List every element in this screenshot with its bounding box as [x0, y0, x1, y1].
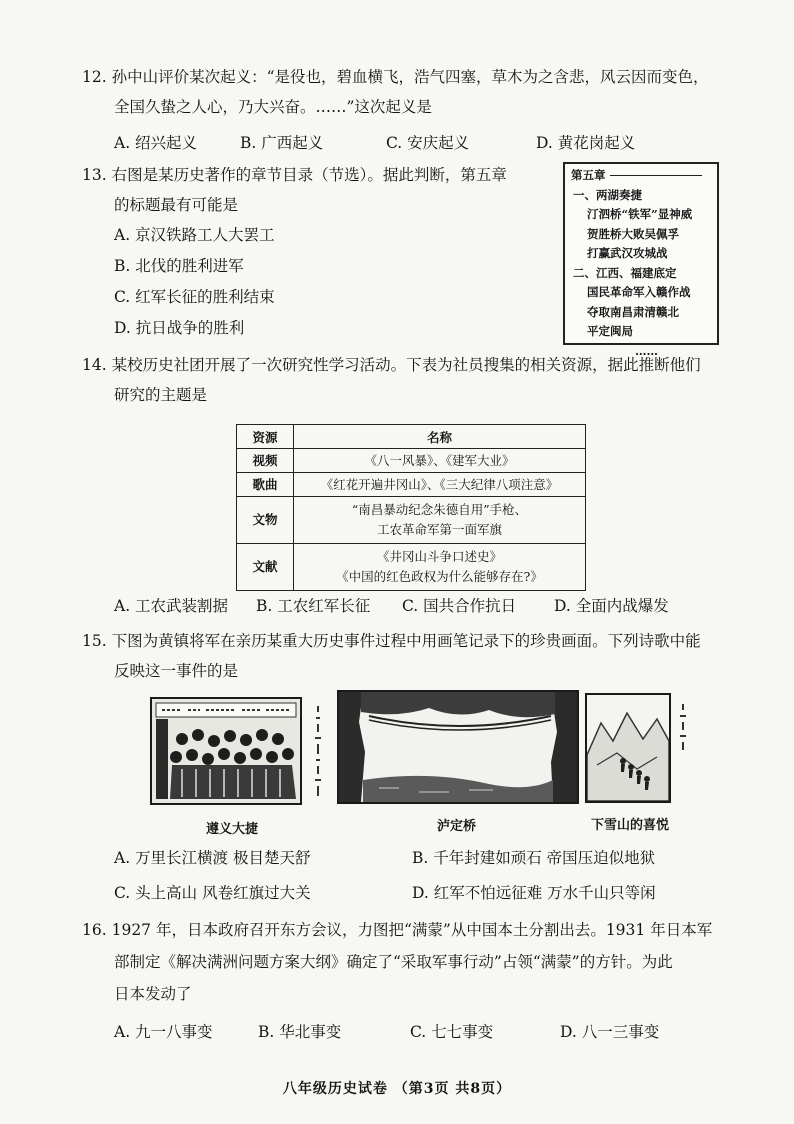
toc-item: 打赢武汉攻城战	[587, 246, 668, 260]
option-c[interactable]: C. 安庆起义	[386, 134, 470, 152]
question-stem-line: 孙中山评价某次起义：“是役也，碧血横飞，浩气四塞，草木为之含悲，风云因而变色，	[111, 68, 709, 86]
table-cell-name: 《八一风暴》、《建军大业》	[294, 449, 586, 473]
options-row	[86, 591, 766, 621]
question-stem-line: 部制定《解决满洲问题方案大纲》确定了“采取军事行动”占领“满蒙”的方针。为此	[114, 953, 673, 971]
snow-mountain-sketch	[585, 693, 671, 803]
table-cell-type: 文献	[237, 544, 294, 591]
question-stem-line: 右图是某历史著作的章节目录（节选）。据此判断，第五章	[111, 166, 507, 184]
table-cell-type: 视频	[237, 449, 294, 473]
table-cell-name	[294, 544, 586, 591]
luding-bridge-sketch	[337, 690, 579, 804]
chapter-title: 第五章	[571, 168, 606, 182]
inscription-strip	[676, 700, 690, 760]
bridge-sketch-image	[339, 692, 577, 802]
caption-snow-mountain: 下雪山的喜悦	[591, 818, 670, 833]
crowd-sketch-image	[152, 699, 300, 803]
option-b[interactable]: B. 工农红军长征	[256, 597, 371, 615]
toc-item: 汀泗桥“铁军”显神威	[587, 207, 693, 221]
question-stem-line: 某校历史社团开展了一次研究性学习活动。下表为社员搜集的相关资源，据此推断他们	[111, 356, 701, 374]
option-c[interactable]: C. 七七事变	[410, 1023, 494, 1041]
option-b[interactable]: B. 华北事变	[258, 1023, 342, 1041]
options-row	[86, 128, 766, 158]
table-cell-line: 《中国的红色政权为什么能够存在?》	[336, 569, 543, 584]
options-row	[86, 878, 766, 908]
question-12	[82, 62, 766, 158]
table-header: 资源	[237, 425, 294, 449]
question-stem-line: 下图为黄镇将军在亲历某重大历史事件过程中用画笔记录下的珍贵画面。下列诗歌中能	[111, 632, 701, 650]
table-cell-name: 《红花开遍井冈山》、《三大纪律八项注意》	[294, 473, 586, 497]
toc-item: 贺胜桥大败吴佩孚	[587, 226, 679, 241]
table-cell-line: 《井冈山斗争口述史》	[376, 549, 502, 564]
toc-item: 夺取南昌肃清赣北	[587, 304, 679, 319]
vertical-inscription-image	[676, 700, 690, 760]
scroll-seal-strip	[310, 702, 326, 800]
question-stem-line: 全国久蛰之人心，乃大兴奋。……”这次起义是	[114, 98, 432, 116]
option-b[interactable]: B. 千年封建如顽石 帝国压迫似地狱	[412, 849, 656, 867]
caption-zunyi: 遵义大捷	[206, 822, 259, 837]
page-footer: 八年级历史试卷 （第3页 共8页）	[282, 1081, 512, 1097]
question-number: 13.	[82, 166, 107, 184]
option-a[interactable]: A. 京汉铁路工人大罢工	[114, 226, 275, 244]
table-cell-line: “南昌暴动纪念朱德自用”手枪、	[351, 502, 528, 517]
option-b[interactable]: B. 广西起义	[240, 134, 324, 152]
question-stem-line: 1927 年，日本政府召开东方会议，力图把“满蒙”从中国本土分割出去。1931 年日本军	[111, 921, 713, 939]
chapter-directory-figure	[563, 162, 719, 358]
question-number: 14.	[82, 356, 107, 374]
table-header-row	[237, 425, 586, 449]
question-number: 15.	[82, 632, 107, 650]
table-cell-name	[294, 497, 586, 544]
table-cell-line: 工农革命军第一面军旗	[376, 522, 502, 537]
title-blank-line	[610, 175, 702, 176]
question-stem-line: 研究的主题是	[114, 386, 208, 404]
table-cell-type: 文物	[237, 497, 294, 544]
option-d[interactable]: D. 八一三事变	[560, 1023, 660, 1041]
question-14-options	[86, 591, 766, 621]
question-stem-line: 反映这一事件的是	[114, 662, 239, 680]
resource-table	[236, 424, 586, 591]
toc-section-2: 二、江西、福建底定	[573, 265, 677, 280]
option-b[interactable]: B. 北伐的胜利进军	[114, 257, 244, 275]
mountain-sketch-image	[587, 695, 669, 801]
option-d[interactable]: D. 黄花岗起义	[536, 134, 636, 152]
question-15	[82, 626, 766, 686]
toc-item: 平定闽局	[587, 324, 633, 338]
table-row	[237, 473, 586, 497]
option-a[interactable]: A. 九一八事变	[114, 1023, 213, 1041]
vertical-inscription-image	[310, 702, 326, 800]
option-d[interactable]: D. 全面内战爆发	[554, 597, 669, 615]
question-stem-line: 日本发动了	[114, 985, 192, 1003]
option-a[interactable]: A. 万里长江横渡 极目楚天舒	[114, 849, 311, 867]
table-row	[237, 449, 586, 473]
question-number: 16.	[82, 921, 107, 939]
question-stem-line: 的标题最有可能是	[114, 196, 239, 214]
zunyi-victory-sketch	[150, 697, 302, 805]
table-cell-type: 歌曲	[237, 473, 294, 497]
question-16	[82, 914, 766, 1048]
option-c[interactable]: C. 国共合作抗日	[402, 597, 517, 615]
option-a[interactable]: A. 绍兴起义	[114, 134, 198, 152]
question-15-options	[86, 843, 766, 908]
question-number: 12.	[82, 68, 107, 86]
toc-section-1: 一、两湖奏捷	[573, 187, 642, 202]
caption-luding: 泸定桥	[437, 819, 477, 834]
options-row	[86, 1016, 766, 1048]
toc-item: 国民革命军入赣作战	[587, 285, 691, 299]
toc-ellipsis: ……	[635, 343, 658, 358]
option-c[interactable]: C. 头上高山 风卷红旗过大关	[114, 884, 311, 902]
question-14	[82, 350, 766, 410]
option-a[interactable]: A. 工农武装割据	[114, 597, 229, 615]
table-row	[237, 544, 586, 591]
option-d[interactable]: D. 红军不怕远征难 万水千山只等闲	[412, 884, 656, 902]
table-header: 名称	[294, 425, 586, 449]
option-d[interactable]: D. 抗日战争的胜利	[114, 319, 245, 337]
options-row	[86, 843, 766, 873]
table-row	[237, 497, 586, 544]
question-13	[82, 160, 556, 344]
option-c[interactable]: C. 红军长征的胜利结束	[114, 288, 275, 306]
